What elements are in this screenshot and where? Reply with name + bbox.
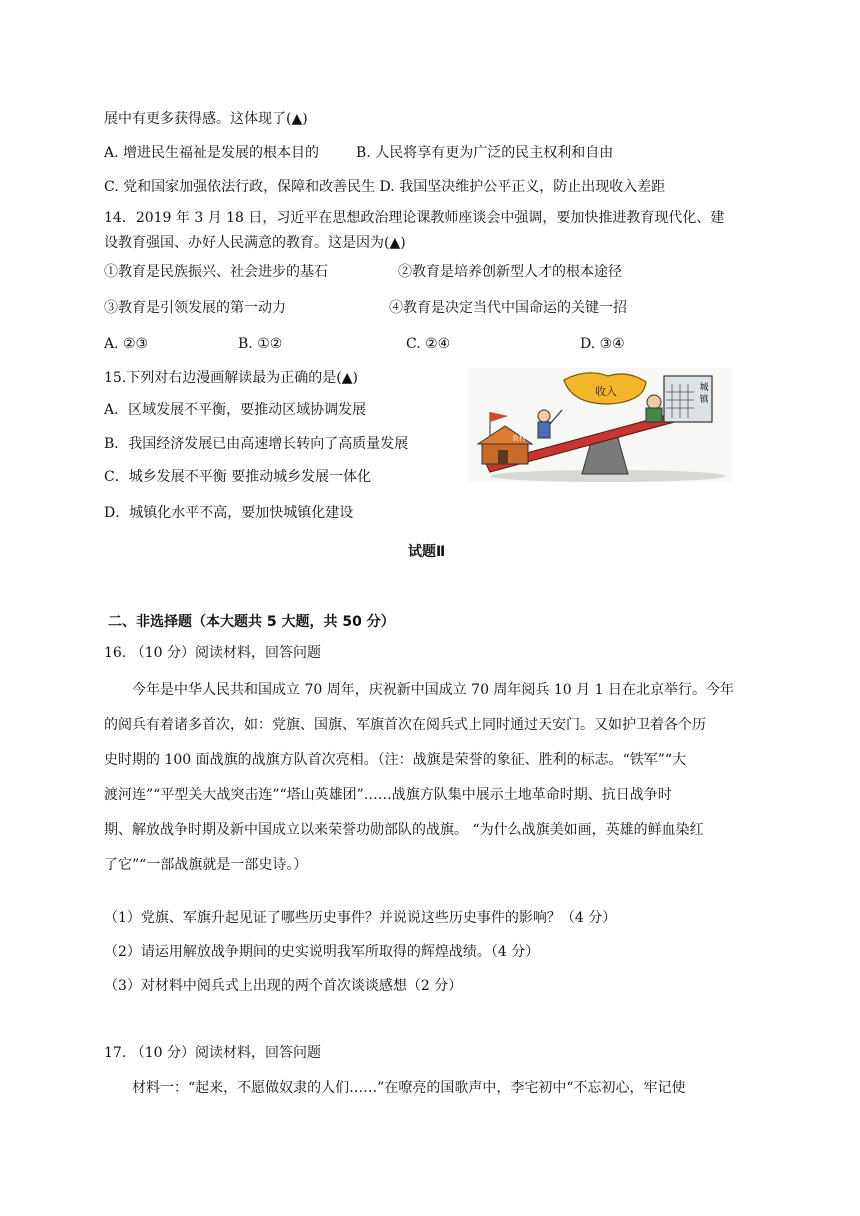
cartoon-rural-label: 农村 [512, 434, 526, 442]
q13-option-cd: C. 党和国家加强依法行政，保障和改善民生 D. 我国坚决维护公平正义，防止出现收入差距 [104, 179, 666, 195]
q17-material-1: 材料一：“起来，不愿做奴隶的人们……”在嘹亮的国歌声中，李宅初中“不忘初心，牢记使 [132, 1080, 686, 1096]
q16-para-line: 了它”“一部战旗就是一部史诗。） [104, 857, 308, 873]
cartoon-town-label-2: 镇 [699, 395, 709, 405]
q16-para-line: 期、解放战争时期及新中国成立以来荣誉功勋部队的战旗。 “为什么战旗美如画，英雄的鲜血染红 [104, 822, 704, 838]
q14-choice-b: B. ①② [238, 336, 283, 352]
q14-stem-line2: 设教育强国、办好人民满意的教育。这是因为(▲) [104, 235, 406, 251]
q13-option-a: A. 增进民生福祉是发展的根本目的 [104, 145, 320, 161]
q16-stem: 16. （10 分）阅读材料，回答问题 [104, 645, 321, 661]
cartoon-town-label-1: 城 [699, 383, 709, 393]
q14-choice-a: A. ②③ [104, 336, 149, 352]
q16-para-line: 的阅兵有着诸多首次，如：党旗、国旗、军旗首次在阅兵式上同时通过天安门。又如护卫着各个历 [104, 717, 706, 733]
seesaw-cartoon-icon [468, 368, 732, 482]
q14-item-3: ③教育是引领发展的第一动力 [104, 300, 286, 316]
q15-option-b: B．我国经济发展已由高速增长转向了高质量发展 [104, 436, 409, 452]
section-heading: 二、非选择题（本大题共 5 大题，共 50 分） [108, 614, 395, 630]
q16-para-line: 史时期的 100 面战旗的战旗方队首次亮相。（注：战旗是荣誉的象征、胜利的标志。“铁军”“大 [104, 752, 687, 768]
cartoon-income-label: 收入 [595, 385, 617, 398]
q16-sub-question-2: （2）请运用解放战争期间的史实说明我军所取得的辉煌战绩。（4 分） [104, 944, 540, 960]
q14-item-2: ②教育是培养创新型人才的根本途径 [398, 264, 622, 280]
q15-option-c: C．城乡发展不平衡 要推动城乡发展一体化 [104, 469, 372, 485]
q14-item-4: ④教育是决定当代中国命运的关键一招 [389, 300, 627, 316]
q13-stem-tail: 展中有更多获得感。这体现了(▲) [104, 111, 308, 127]
q14-stem-line1: 14．2019 年 3 月 18 日，习近平在思想政治理论课教师座谈会中强调，要加快推进教育现代化、建 [104, 210, 725, 226]
q15-option-d: D．城镇化水平不高，要加快城镇化建设 [104, 505, 354, 521]
q14-item-1: ①教育是民族振兴、社会进步的基石 [104, 264, 328, 280]
q16-sub-question-3: （3）对材料中阅兵式上出现的两个首次谈谈感想（2 分） [104, 978, 463, 994]
q14-choice-d: D. ③④ [580, 336, 625, 352]
q17-stem: 17. （10 分）阅读材料，回答问题 [104, 1045, 321, 1061]
q13-option-b: B. 人民将享有更为广泛的民主权利和自由 [356, 145, 614, 161]
q16-para-line: 今年是中华人民共和国成立 70 周年，庆祝新中国成立 70 周年阅兵 10 月 1 日在北京举行。今年 [132, 682, 734, 698]
q14-choice-c: C. ②④ [406, 336, 451, 352]
q16-sub-question-1: （1）党旗、军旗升起见证了哪些历史事件？并说说这些历史事件的影响？（4 分） [104, 910, 617, 926]
q15-option-a: A．区域发展不平衡，要推动区域协调发展 [104, 402, 367, 418]
q16-para-line: 渡河连”“平型关大战突击连”“塔山英雄团”……战旗方队集中展示土地革命时期、抗日战争时 [104, 787, 672, 803]
part-title: 试题Ⅱ [408, 544, 446, 560]
q15-stem: 15.下列对右边漫画解读最为正确的是(▲) [104, 370, 358, 386]
